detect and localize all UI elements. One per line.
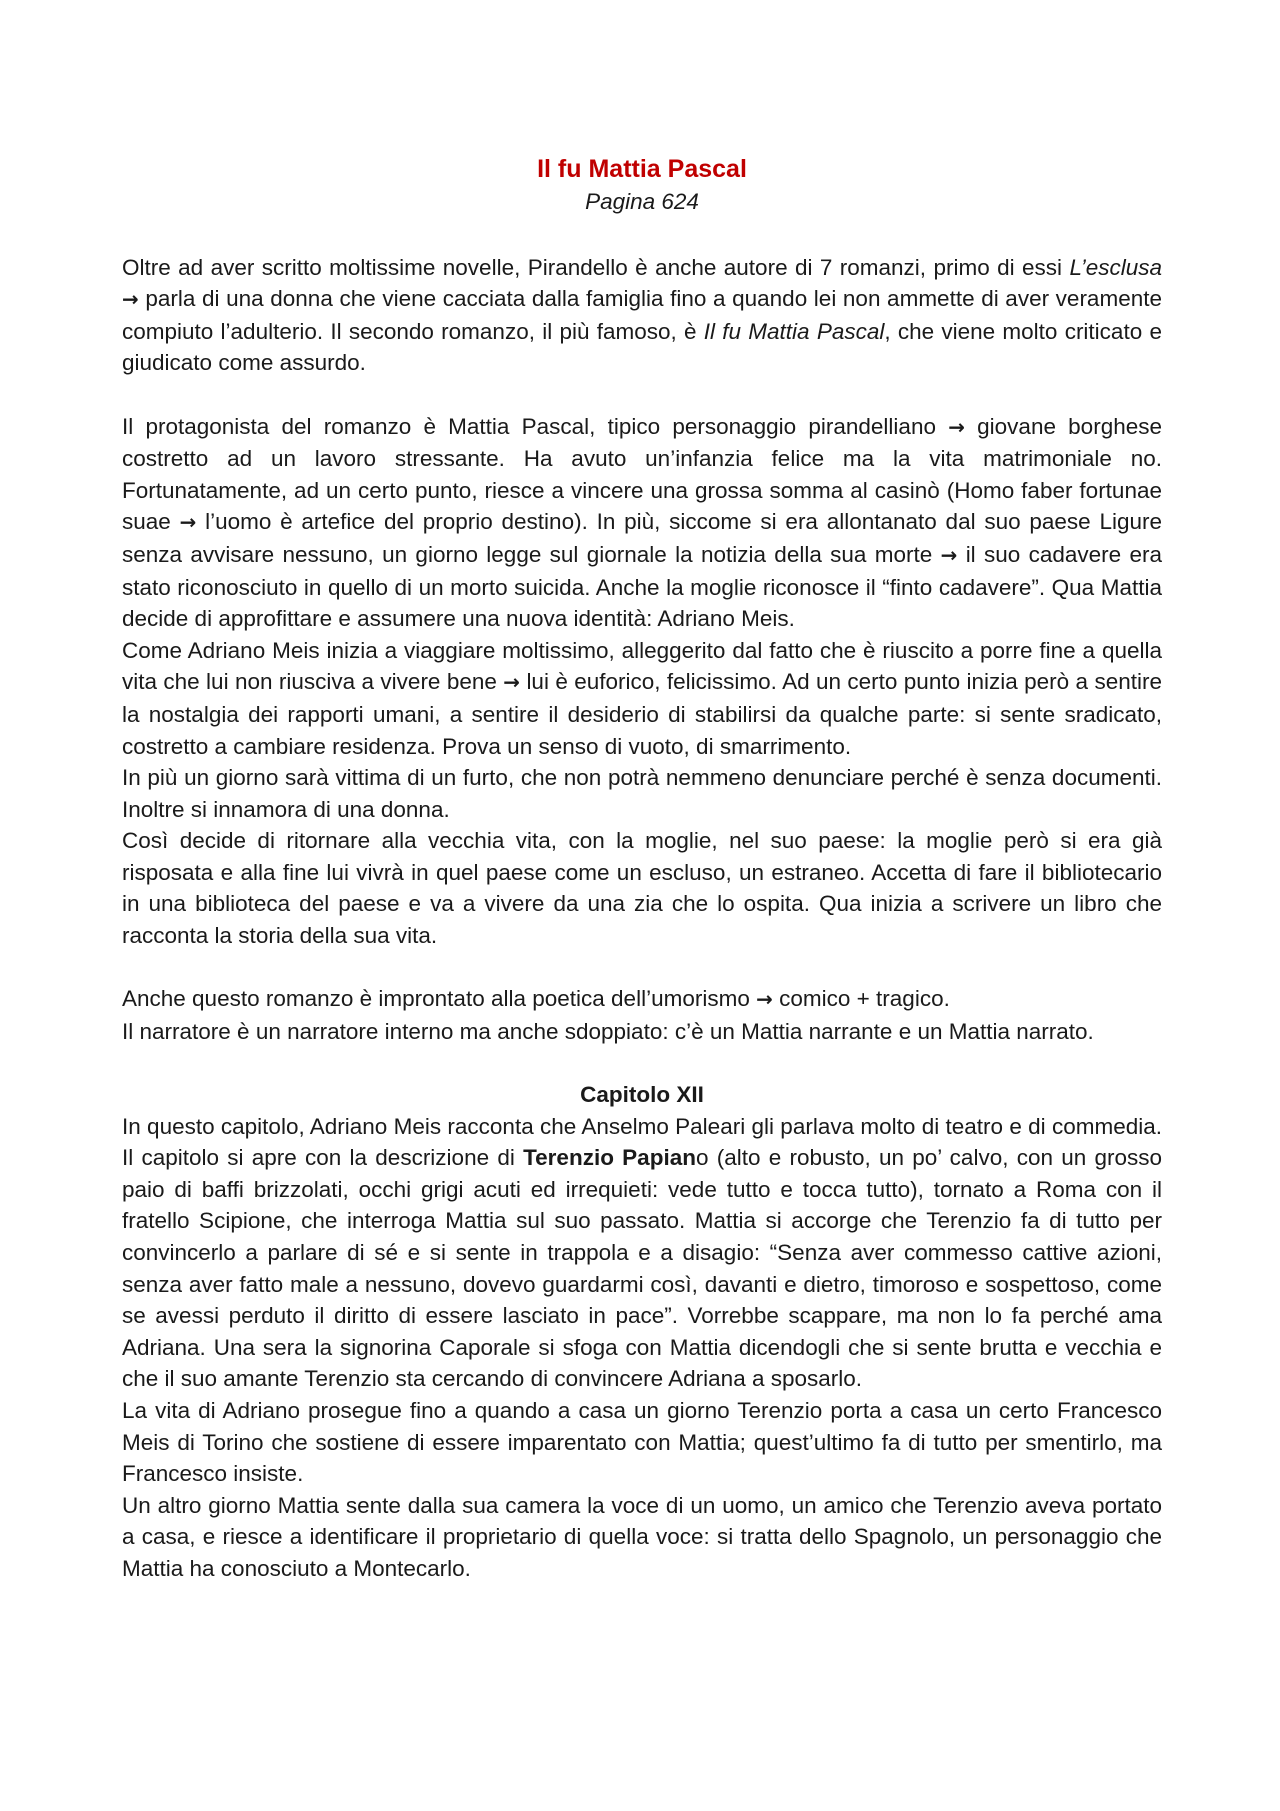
paragraph-spacer xyxy=(122,952,1162,984)
arrow-icon: → xyxy=(940,542,958,567)
novel-title-esclusa: L’esclusa xyxy=(1069,254,1162,280)
document-body xyxy=(122,152,1162,1585)
narrator-paragraph: Il narratore è un narratore interno ma anche sdoppiato: c’è un Mattia narrante e un Mattia narrato. xyxy=(122,1018,1094,1044)
document-title: Il fu Mattia Pascal xyxy=(537,155,747,183)
arrow-icon: → xyxy=(756,987,773,1012)
paragraph-spacer xyxy=(122,1047,1162,1079)
arrow-icon: → xyxy=(122,287,139,312)
spagnolo-paragraph: Un altro giorno Mattia sente dalla sua camera la voce di un uomo, un amico che Terenzio aveva portato a casa, e riesce a identificare il proprietario di quella voce: si tratta dello Spagnolo, un personaggio che Mattia ha conosciuto a Montecarlo. xyxy=(122,1492,1162,1581)
chapter-paragraph: In questo capitolo, Adriano Meis racconta che Anselmo Paleari gli parlava molto di teatro e di commedia. Il capitolo si apre con la descrizione di Terenzio Papiano (alto e robusto, un po’ calvo, con un grosso paio di baffi brizzolati, occhi grigi acuti ed irrequieti: vede tutto e tocca tutto), tornato a Roma con il fratello Scipione, che interroga Mattia sul suo passato. Mattia si accorge che Terenzio fa di tutto per convincerlo a parlare di sé e si sente in trappola e a disagio: “Senza aver commesso cattive azioni, senza aver fatto male a nessuno, dovevo guardarmi così, davanti e dietro, timoroso e sospettoso, come se avessi perduto il diritto di essere lasciato in pace”. Vorrebbe scappare, ma non lo fa perché ama Adriana. Una sera la signorina Caporale si sfoga con Mattia dicendogli che si sente brutta e vecchia e che il suo amante Terenzio sta cercando di convincere Adriana a sposarlo. xyxy=(122,1113,1162,1392)
document-subtitle: Pagina 624 xyxy=(585,189,699,214)
character-name-bold: Terenzio Papian xyxy=(523,1145,696,1171)
francesco-paragraph: La vita di Adriano prosegue fino a quando a casa un giorno Terenzio porta a casa un certo Francesco Meis di Torino che sostiene di essere imparentato con Mattia; quest’ultimo fa di tutto per smentirlo, ma Francesco insiste. xyxy=(122,1397,1162,1487)
chapter-title: Capitolo XII xyxy=(580,1082,704,1108)
paragraph-spacer xyxy=(122,379,1162,411)
travel-paragraph: Come Adriano Meis inizia a viaggiare moltissimo, alleggerito dal fatto che è riuscito a porre fine a quella vita che lui non riusciva a vivere bene → lui è euforico, felicissimo. Ad un certo punto inizia però a sentire la nostalgia dei rapporti umani, a sentire il desiderio di stabilirsi da qualche parte: si sente sradicato, costretto a cambiare residenza. Prova un senso di vuoto, di smarrimento. xyxy=(122,637,1162,759)
return-paragraph: Così decide di ritornare alla vecchia vita, con la moglie, nel suo paese: la moglie però si era già risposata e alla fine lui vivrà in quel paese come un escluso, un estraneo. Accetta di fare il bibliotecario in una biblioteca del paese e va a vivere da una zia che lo ospita. Qua inizia a scrivere un libro che racconta la storia della sua vita. xyxy=(122,828,1162,949)
arrow-icon: → xyxy=(948,414,965,439)
arrow-icon: → xyxy=(503,670,521,695)
arrow-icon: → xyxy=(179,510,197,535)
intro-paragraph: Oltre ad aver scritto moltissime novelle, Pirandello è anche autore di 7 romanzi, primo di essi L’esclusa → parla di una donna che viene cacciata dalla famiglia fino a quando lei non ammette di aver veramente compiuto l’adulterio. Il secondo romanzo, il più famoso, è Il fu Mattia Pascal, che viene molto criticato e giudicato come assurdo. xyxy=(122,254,1162,376)
plot-paragraph: Il protagonista del romanzo è Mattia Pascal, tipico personaggio pirandelliano → giovane borghese costretto ad un lavoro stressante. Ha avuto un’infanzia felice ma la vita matrimoniale no. Fortunatamente, ad un certo punto, riesce a vincere una grossa somma al casinò (Homo faber fortunae suae → l’uomo è artefice del proprio destino). In più, siccome si era allontanato dal suo paese Ligure senza avvisare nessuno, un giorno legge sul giornale la notizia della sua morte → il suo cadavere era stato riconosciuto in quello di un morto suicida. Anche la moglie riconosce il “finto cadavere”. Qua Mattia decide di approfittare e assumere una nuova identità: Adriano Meis. xyxy=(122,413,1162,632)
novel-title-mattia-pascal: Il fu Mattia Pascal xyxy=(703,318,885,344)
theft-paragraph: In più un giorno sarà vittima di un furto, che non potrà nemmeno denunciare perché è senza documenti. Inoltre si innamora di una donna. xyxy=(122,765,1162,822)
humor-paragraph: Anche questo romanzo è improntato alla poetica dell’umorismo → comico + tragico. xyxy=(122,986,950,1012)
